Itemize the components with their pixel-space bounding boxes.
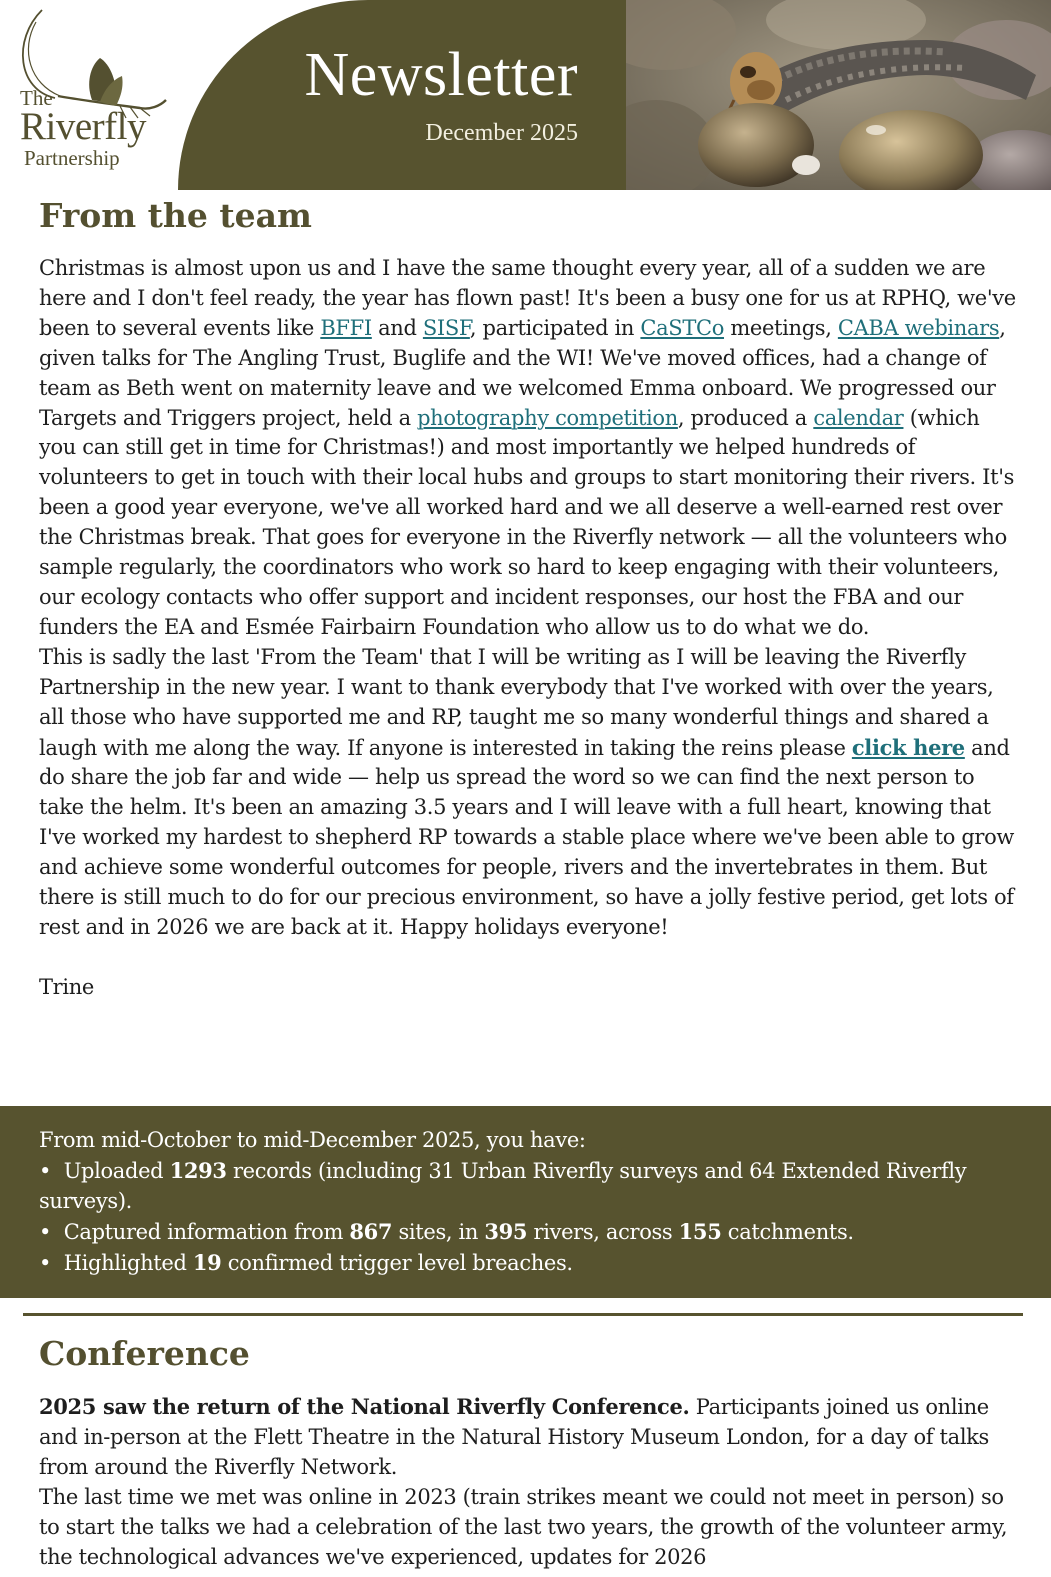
text-run: , participated in <box>469 315 641 340</box>
logo-text-riverfly: Riverfly <box>20 105 146 148</box>
conference-paragraph-2: The last time we met was online in 2023 (train strikes meant we could not meet in person) so to start the talks we had a celebration of the last two years, the growth of the volunteer army, the technological advances we've experienced, updates for 2026 <box>39 1484 1008 1569</box>
photography-competition-link[interactable]: photography competition <box>417 405 678 430</box>
from-the-team-paragraph-1 <box>39 254 1019 643</box>
stats-bullet-records <box>39 1156 1019 1217</box>
sites-count: 867 <box>349 1218 393 1244</box>
caba-webinars-link[interactable]: CABA webinars <box>837 315 1000 340</box>
text-run: and <box>371 315 423 340</box>
bullet-icon: • <box>39 1219 52 1244</box>
newsletter-title: Newsletter <box>304 41 578 109</box>
text-run: rivers, across <box>527 1219 679 1244</box>
stats-bullet-sites <box>39 1217 1019 1248</box>
from-the-team-body <box>39 254 1019 1003</box>
text-run: , given talks for The Angling Trust, Buglife and the WI! We've moved offices, had a change of team as Beth went on maternity leave and we welcomed Emma onboard. We progressed our Targets and Triggers project, held a <box>39 315 1006 430</box>
text-run: and do share the job far and wide — help us spread the word so we can find the next person to take the helm. It's been an amazing 3.5 years and I will leave with a full heart, knowing that I've worked my hardest to shepherd RP towards a stable place where we've been able to grow and achieve some wonderful outcomes for people, rivers and the invertebrates in them. But there is still much to do for our precious environment, so have a jolly festive period, get lots of rest and in 2026 we are back at it. Happy holidays everyone! <box>39 735 1015 939</box>
stats-content <box>39 1126 1019 1279</box>
records-count: 1293 <box>169 1157 227 1183</box>
conference-heading: Conference <box>39 1334 250 1373</box>
catchments-count: 155 <box>678 1218 722 1244</box>
caddis-photo-illustration <box>626 0 1051 190</box>
text-run: Uploaded <box>63 1158 170 1183</box>
text-run: , produced a <box>677 405 814 430</box>
text-run: meetings, <box>724 315 838 340</box>
conference-paragraph-1 <box>39 1392 1019 1483</box>
header-photo-caddis-larva <box>626 0 1051 190</box>
sisf-link[interactable]: SISF <box>422 315 470 340</box>
conference-body <box>39 1392 1019 1572</box>
logo-text-the: The <box>20 86 53 110</box>
bffi-link[interactable]: BFFI <box>320 315 372 340</box>
rivers-count: 395 <box>484 1218 528 1244</box>
text-run: Participants joined us online and in-person at the Flett Theatre in the Natural History Museum London, for a day of talks from around the Riverfly Network. <box>39 1395 989 1479</box>
conference-lead: 2025 saw the return of the National Riverfly Conference. <box>39 1394 690 1419</box>
bullet-icon: • <box>39 1250 52 1275</box>
text-run: Christmas is almost upon us and I have the same thought every year, all of a sudden we are here and I don't feel ready, the year has flown past! It's been a busy one for us at RPHQ, we've been to several events like <box>39 256 1016 340</box>
calendar-link[interactable]: calendar <box>813 405 904 430</box>
newsletter-date: December 2025 <box>425 120 578 146</box>
text-run: records (including 31 Urban Riverfly surveys and 64 Extended Riverfly surveys). <box>39 1158 967 1213</box>
stats-intro: From mid-October to mid-December 2025, you have: <box>39 1128 586 1152</box>
text-run: (which you can still get in time for Christmas!) and most importantly we helped hundreds of volunteers to get in touch with their local hubs and groups to start monitoring their rivers. It's been a good year everyone, we've all worked hard and we all deserve a well-earned rest over the Christmas break. That goes for everyone in the Riverfly network — all the volunteers who sample regularly, the coordinators who work so hard to keep engaging with their volunteers, our ecology contacts who offer support and incident responses, our host the FBA and our funders the EA and Esmée Fairbairn Foundation who allow us to do what we do. <box>39 405 1015 639</box>
text-run: catchments. <box>721 1219 854 1244</box>
text-run: sites, in <box>392 1219 485 1244</box>
from-the-team-paragraph-2 <box>39 643 1019 943</box>
castco-link[interactable]: CaSTCo <box>640 315 725 340</box>
stats-bullet-breaches <box>39 1248 1019 1279</box>
text-run: This is sadly the last 'From the Team' that I will be writing as I will be leaving the Riverfly Partnership in the new year. I want to thank everybody that I've worked with over the years, all those who have supported me and RP, taught me so many wonderful things and shared a laugh with me along the way. If anyone is interested in taking the reins please <box>39 644 994 760</box>
signature: Trine <box>39 974 94 999</box>
from-the-team-heading: From the team <box>39 196 312 235</box>
text-run: Captured information from <box>63 1219 350 1244</box>
logo-text-partnership: Partnership <box>24 146 120 170</box>
breaches-count: 19 <box>192 1249 222 1275</box>
title-banner <box>178 0 626 190</box>
bullet-icon: • <box>39 1158 52 1183</box>
section-divider <box>23 1313 1023 1316</box>
stats-panel <box>0 1106 1051 1298</box>
text-run: Highlighted <box>63 1250 193 1275</box>
riverfly-logo[interactable] <box>0 0 200 190</box>
click-here-job-link[interactable]: click here <box>851 734 965 760</box>
text-run: confirmed trigger level breaches. <box>221 1250 573 1275</box>
newsletter-header <box>0 0 1051 190</box>
